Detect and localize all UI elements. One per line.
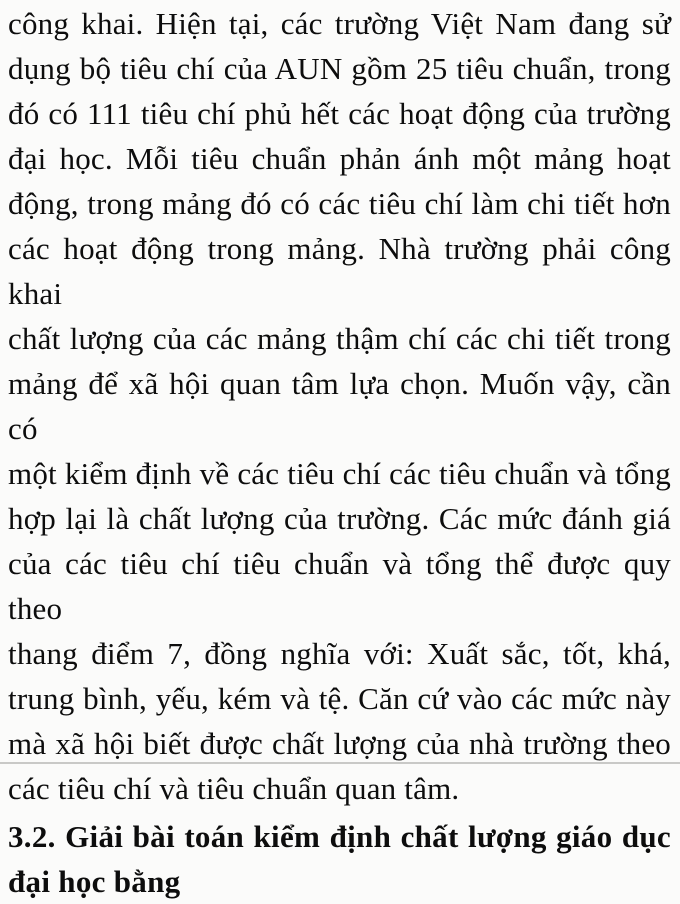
text-line: đó có 111 tiêu chí phủ hết các hoạt động của trường bbox=[8, 96, 671, 131]
body-paragraph bbox=[8, 1, 671, 811]
text-line: các tiêu chí và tiêu chuẩn quan tâm. bbox=[8, 771, 460, 806]
section-heading-line: 3.2. Giải bài toán kiểm định chất lượng giáo dục bbox=[8, 819, 671, 854]
text-line: công khai. Hiện tại, các trường Việt Nam đang sử bbox=[8, 6, 671, 41]
text-line: trung bình, yếu, kém và tệ. Căn cứ vào các mức này bbox=[8, 681, 671, 716]
section-heading-line: đại học bằng bbox=[8, 864, 181, 899]
text-line: chất lượng của các mảng thậm chí các chi tiết trong bbox=[8, 321, 671, 356]
text-line: đại học. Mỗi tiêu chuẩn phản ánh một mảng hoạt bbox=[8, 141, 671, 176]
text-line: động, trong mảng đó có các tiêu chí làm chi tiết hơn bbox=[8, 186, 671, 221]
text-line: mà xã hội biết được chất lượng của nhà trường theo bbox=[8, 726, 671, 761]
text-line: của các tiêu chí tiêu chuẩn và tổng thể được quy theo bbox=[8, 546, 671, 626]
text-line: các hoạt động trong mảng. Nhà trường phải công khai bbox=[8, 231, 671, 311]
text-line: hợp lại là chất lượng của trường. Các mức đánh giá bbox=[8, 501, 671, 536]
section-heading bbox=[8, 814, 671, 904]
text-line: một kiểm định về các tiêu chí các tiêu chuẩn và tổng bbox=[8, 456, 671, 491]
text-line: thang điểm 7, đồng nghĩa với: Xuất sắc, tốt, khá, bbox=[8, 636, 671, 671]
text-line: mảng để xã hội quan tâm lựa chọn. Muốn vậy, cần có bbox=[8, 366, 671, 446]
text-line: dụng bộ tiêu chí của AUN gồm 25 tiêu chuẩn, trong bbox=[8, 51, 671, 86]
